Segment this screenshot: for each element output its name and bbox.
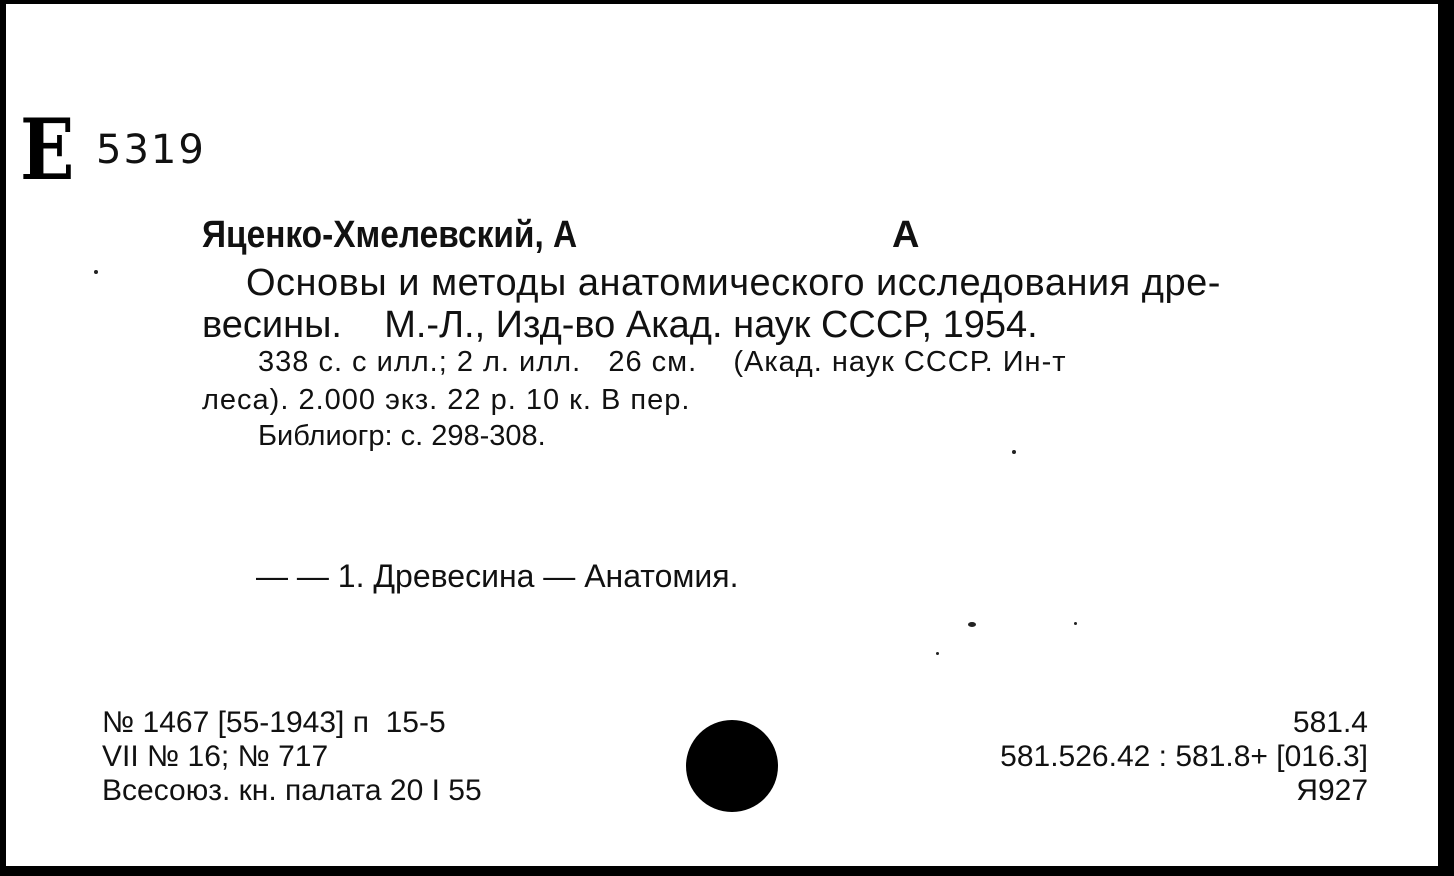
shelfmark-letter: Е <box>20 100 75 199</box>
author-initial: А <box>892 214 920 256</box>
shelfmark-number: 5319 <box>96 127 206 173</box>
physical-description-line-1: 338 с. с илл.; 2 л. илл. 26 см. (Акад. наук СССР. Ин-т <box>258 346 1067 378</box>
bibliography-note: Библиогр: с. 298-308. <box>258 420 546 452</box>
subject-heading: — — 1. Древесина — Анатомия. <box>256 558 739 594</box>
speck <box>1074 622 1077 625</box>
registration-line-3: Всесоюз. кн. палата 20 I 55 <box>102 774 482 807</box>
title-line-1: Основы и методы анатомического исследования дре- <box>246 262 1221 304</box>
registration-line-2: VII № 16; № 717 <box>102 740 329 773</box>
author-mark: Я927 <box>1296 774 1368 807</box>
author-heading: Яценко-Хмелевский, А <box>202 214 578 256</box>
registration-line-1: № 1467 [55-1943] п 15-5 <box>102 706 446 739</box>
udc-index: 581.4 <box>1292 706 1368 739</box>
title-line-2: весины. М.-Л., Изд-во Акад. наук СССР, 1954. <box>202 304 1038 346</box>
punch-hole <box>686 720 778 812</box>
udc-extended-index: 581.526.42 : 581.8+ [016.3] <box>1000 740 1368 773</box>
catalog-card <box>6 4 1438 866</box>
speck <box>936 652 939 655</box>
speck <box>968 622 976 627</box>
speck <box>94 270 98 274</box>
physical-description-line-2: леса). 2.000 экз. 22 р. 10 к. В пер. <box>202 384 691 416</box>
speck <box>1012 450 1016 454</box>
